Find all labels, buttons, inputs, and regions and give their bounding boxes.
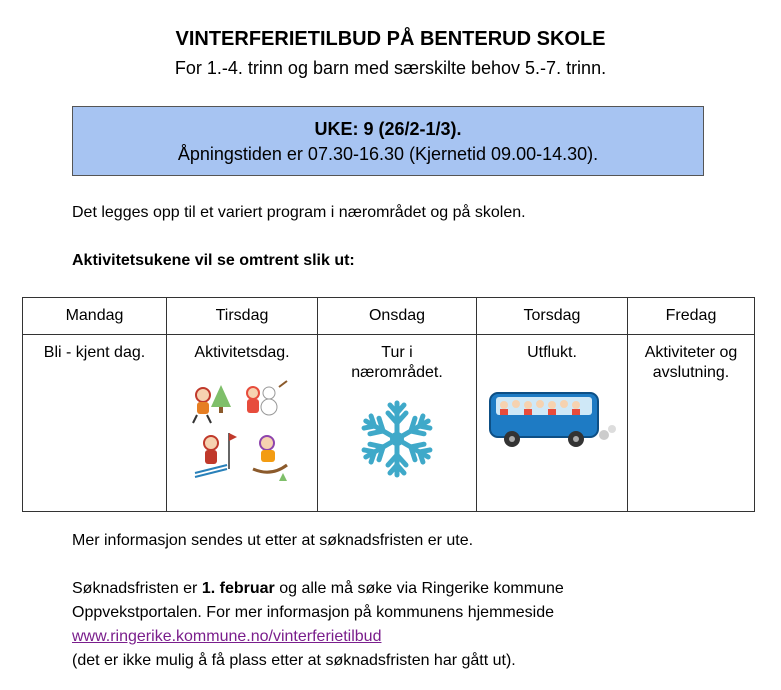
opening-hours: Åpningstiden er 07.30-16.30 (Kjernetid 09.00-14.30).	[177, 144, 599, 164]
application-note: (det er ikke mulig å få plass etter at søknadsfristen har gått ut).	[72, 652, 516, 669]
children-winter-activities-image	[187, 377, 297, 487]
activity-text: Tur i nærområdet.	[351, 344, 443, 381]
day-header-friday: Fredag	[628, 298, 755, 335]
info-link[interactable]: www.ringerike.kommune.no/vinterferietilbud	[72, 628, 382, 645]
snowflake-image	[357, 397, 437, 481]
schedule-header-row	[23, 298, 755, 335]
activity-text: Bli - kjent dag.	[43, 344, 146, 361]
deadline-pre: Søknadsfristen er	[72, 580, 202, 597]
activity-cell-tuesday	[167, 335, 318, 512]
day-header-thursday: Torsdag	[477, 298, 628, 335]
page-subtitle: For 1.-4. trinn og barn med særskilte behov 5.-7. trinn.	[174, 58, 607, 78]
day-header-monday: Mandag	[23, 298, 167, 335]
page-title: VINTERFERIETILBUD PÅ BENTERUD SKOLE	[175, 28, 606, 50]
activity-cell-thursday	[477, 335, 628, 512]
more-info-text: Mer informasjon sendes ut etter at søknadsfristen er ute.	[72, 532, 474, 549]
week-label: UKE: 9 (26/2-1/3).	[314, 119, 462, 139]
day-header-tuesday: Tirsdag	[167, 298, 318, 335]
schedule-table	[22, 297, 755, 512]
application-line-1	[72, 580, 564, 598]
deadline-post: og alle må søke via Ringerike kommune	[274, 580, 564, 597]
activity-text: Utflukt.	[527, 344, 577, 361]
schedule-activity-row	[23, 335, 755, 512]
intro-text: Det legges opp til et variert program i nærområdet og på skolen.	[72, 204, 526, 221]
activity-cell-wednesday	[318, 335, 477, 512]
activity-text: Aktivitetsdag.	[194, 344, 290, 361]
schedule-heading: Aktivitetsukene vil se omtrent slik ut:	[72, 252, 355, 269]
deadline-date: 1. februar	[201, 580, 275, 597]
week-info-box	[72, 106, 704, 176]
activity-cell-monday	[23, 335, 167, 512]
bus-image	[486, 385, 618, 455]
day-header-wednesday: Onsdag	[318, 298, 477, 335]
application-line-2: Oppvekstportalen. For mer informasjon på kommunens hjemmeside	[72, 604, 554, 621]
activity-text: Aktiviteter og avslutning.	[644, 344, 738, 381]
activity-cell-friday	[628, 335, 755, 512]
